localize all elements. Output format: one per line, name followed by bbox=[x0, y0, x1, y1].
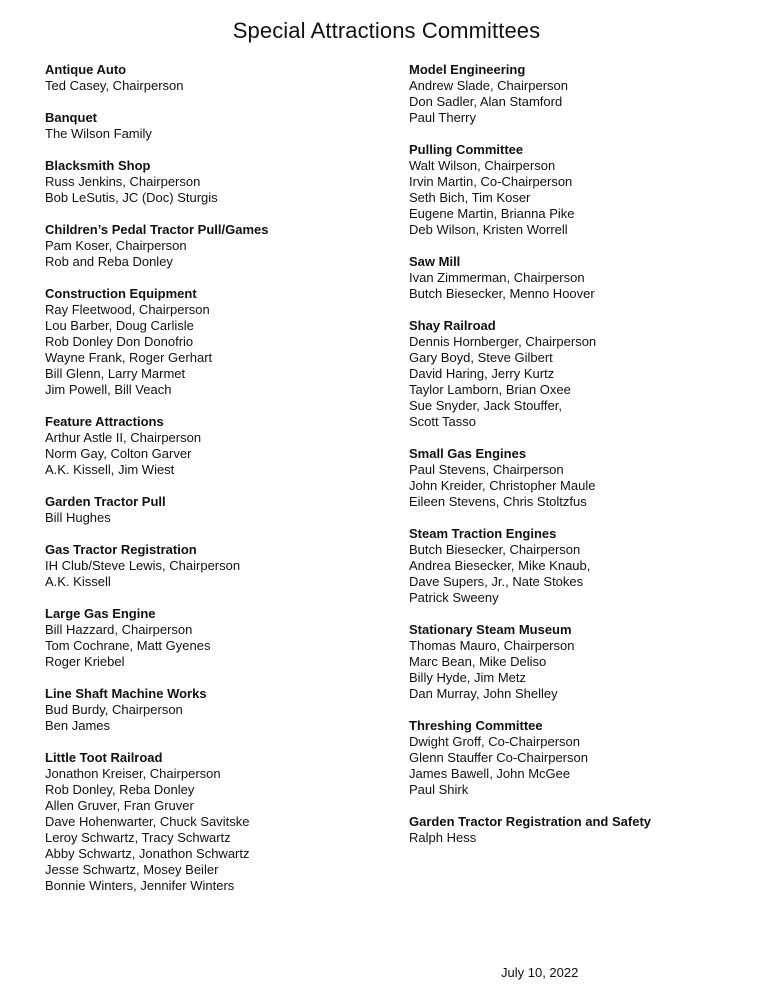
committee-member-line: Walt Wilson, Chairperson bbox=[409, 158, 556, 173]
committee-member-line: Don Sadler, Alan Stamford bbox=[409, 94, 563, 109]
committee-member-line: Patrick Sweeny bbox=[409, 590, 499, 605]
committee-member-line: Butch Biesecker, Chairperson bbox=[409, 542, 581, 557]
committee-heading: Pulling Committee bbox=[409, 142, 524, 157]
committee-section bbox=[409, 622, 749, 702]
committee-member-line: Dave Hohenwarter, Chuck Savitske bbox=[45, 814, 250, 829]
committee-member-line: David Haring, Jerry Kurtz bbox=[409, 366, 555, 381]
committee-member-line: Russ Jenkins, Chairperson bbox=[45, 174, 201, 189]
committee-member-line: Bill Hughes bbox=[45, 510, 111, 525]
committee-section bbox=[45, 222, 375, 270]
committee-section bbox=[409, 718, 749, 798]
committee-member-line: Butch Biesecker, Menno Hoover bbox=[409, 286, 595, 301]
committee-heading: Feature Attractions bbox=[45, 414, 164, 429]
committee-section bbox=[409, 62, 749, 126]
committee-member-line: A.K. Kissell bbox=[45, 574, 111, 589]
committee-member-line: Billy Hyde, Jim Metz bbox=[409, 670, 527, 685]
committee-member-line: Thomas Mauro, Chairperson bbox=[409, 638, 575, 653]
committee-member-line: Paul Stevens, Chairperson bbox=[409, 462, 564, 477]
committee-section bbox=[409, 446, 749, 510]
committee-section bbox=[45, 110, 375, 142]
left-column bbox=[45, 62, 375, 910]
committee-heading: Garden Tractor Pull bbox=[45, 494, 166, 509]
committee-heading: Children’s Pedal Tractor Pull/Games bbox=[45, 222, 269, 237]
committee-section bbox=[45, 542, 375, 590]
committee-member-line: Eugene Martin, Brianna Pike bbox=[409, 206, 575, 221]
page-title: Special Attractions Committees bbox=[232, 18, 541, 43]
committee-section bbox=[409, 526, 749, 606]
committee-section bbox=[45, 494, 375, 526]
committee-member-line: Seth Bich, Tim Koser bbox=[409, 190, 531, 205]
committee-member-line: Andrea Biesecker, Mike Knaub, bbox=[409, 558, 591, 573]
committee-section bbox=[409, 142, 749, 238]
committee-member-line: Dave Supers, Jr., Nate Stokes bbox=[409, 574, 584, 589]
committee-section bbox=[409, 254, 749, 302]
document-date: July 10, 2022 bbox=[501, 965, 579, 980]
committee-member-line: Dan Murray, John Shelley bbox=[409, 686, 558, 701]
committee-member-line: Ray Fleetwood, Chairperson bbox=[45, 302, 210, 317]
committee-member-line: Ralph Hess bbox=[409, 830, 477, 845]
committee-heading: Line Shaft Machine Works bbox=[45, 686, 207, 701]
committee-section bbox=[45, 62, 375, 94]
committee-heading: Shay Railroad bbox=[409, 318, 496, 333]
committee-member-line: Bonnie Winters, Jennifer Winters bbox=[45, 878, 235, 893]
committee-member-line: Bill Hazzard, Chairperson bbox=[45, 622, 193, 637]
committee-member-line: Ted Casey, Chairperson bbox=[45, 78, 184, 93]
committee-member-line: Gary Boyd, Steve Gilbert bbox=[409, 350, 553, 365]
committee-member-line: Paul Shirk bbox=[409, 782, 469, 797]
committee-heading: Garden Tractor Registration and Safety bbox=[409, 814, 652, 829]
committee-section bbox=[45, 414, 375, 478]
committee-member-line: Roger Kriebel bbox=[45, 654, 125, 669]
committee-member-line: Rob Donley Don Donofrio bbox=[45, 334, 194, 349]
committee-member-line: The Wilson Family bbox=[45, 126, 152, 141]
committee-member-line: Wayne Frank, Roger Gerhart bbox=[45, 350, 213, 365]
committee-member-line: James Bawell, John McGee bbox=[409, 766, 571, 781]
committee-heading: Threshing Committee bbox=[409, 718, 543, 733]
committee-member-line: Pam Koser, Chairperson bbox=[45, 238, 187, 253]
committee-member-line: Irvin Martin, Co-Chairperson bbox=[409, 174, 573, 189]
committee-member-line: Tom Cochrane, Matt Gyenes bbox=[45, 638, 211, 653]
committee-section bbox=[409, 814, 749, 846]
committee-member-line: Allen Gruver, Fran Gruver bbox=[45, 798, 194, 813]
committee-member-line: Marc Bean, Mike Deliso bbox=[409, 654, 547, 669]
committee-heading: Model Engineering bbox=[409, 62, 526, 77]
committee-member-line: Bob LeSutis, JC (Doc) Sturgis bbox=[45, 190, 218, 205]
committee-section bbox=[409, 318, 749, 430]
committee-heading: Large Gas Engine bbox=[45, 606, 156, 621]
committee-member-line: Bud Burdy, Chairperson bbox=[45, 702, 183, 717]
committee-member-line: Dennis Hornberger, Chairperson bbox=[409, 334, 597, 349]
committee-member-line: Lou Barber, Doug Carlisle bbox=[45, 318, 194, 333]
committee-member-line: Ivan Zimmerman, Chairperson bbox=[409, 270, 585, 285]
committee-heading: Banquet bbox=[45, 110, 97, 125]
committee-member-line: Rob Donley, Reba Donley bbox=[45, 782, 195, 797]
committee-member-line: Rob and Reba Donley bbox=[45, 254, 173, 269]
committee-member-line: IH Club/Steve Lewis, Chairperson bbox=[45, 558, 241, 573]
committee-member-line: Paul Therry bbox=[409, 110, 476, 125]
committee-heading: Stationary Steam Museum bbox=[409, 622, 572, 637]
committee-member-line: Deb Wilson, Kristen Worrell bbox=[409, 222, 568, 237]
committee-member-line: Jim Powell, Bill Veach bbox=[45, 382, 172, 397]
committee-heading: Antique Auto bbox=[45, 62, 127, 77]
committee-member-line: Taylor Lamborn, Brian Oxee bbox=[409, 382, 571, 397]
committee-heading: Steam Traction Engines bbox=[409, 526, 557, 541]
committee-member-line: Jesse Schwartz, Mosey Beiler bbox=[45, 862, 219, 877]
committee-member-line: Dwight Groff, Co-Chairperson bbox=[409, 734, 580, 749]
committee-member-line: Scott Tasso bbox=[409, 414, 476, 429]
committee-member-line: Eileen Stevens, Chris Stoltzfus bbox=[409, 494, 587, 509]
committee-heading: Saw Mill bbox=[409, 254, 461, 269]
committee-heading: Small Gas Engines bbox=[409, 446, 527, 461]
committee-section bbox=[45, 158, 375, 206]
committee-section bbox=[45, 286, 375, 398]
committee-section bbox=[45, 606, 375, 670]
committee-member-line: Sue Snyder, Jack Stouffer, bbox=[409, 398, 562, 413]
committee-member-line: Leroy Schwartz, Tracy Schwartz bbox=[45, 830, 231, 845]
committee-heading: Blacksmith Shop bbox=[45, 158, 151, 173]
committee-member-line: Jonathon Kreiser, Chairperson bbox=[45, 766, 221, 781]
committee-member-line: Arthur Astle II, Chairperson bbox=[45, 430, 202, 445]
committee-member-line: Ben James bbox=[45, 718, 111, 733]
committee-member-line: Bill Glenn, Larry Marmet bbox=[45, 366, 186, 381]
right-column bbox=[409, 62, 749, 862]
committee-heading: Little Toot Railroad bbox=[45, 750, 163, 765]
committee-heading: Construction Equipment bbox=[45, 286, 197, 301]
committee-member-line: Norm Gay, Colton Garver bbox=[45, 446, 192, 461]
committee-heading: Gas Tractor Registration bbox=[45, 542, 197, 557]
committee-member-line: John Kreider, Christopher Maule bbox=[409, 478, 596, 493]
committee-member-line: Abby Schwartz, Jonathon Schwartz bbox=[45, 846, 250, 861]
committee-member-line: Glenn Stauffer Co-Chairperson bbox=[409, 750, 588, 765]
committee-member-line: A.K. Kissell, Jim Wiest bbox=[45, 462, 175, 477]
committee-section bbox=[45, 750, 375, 894]
committee-member-line: Andrew Slade, Chairperson bbox=[409, 78, 568, 93]
committee-section bbox=[45, 686, 375, 734]
